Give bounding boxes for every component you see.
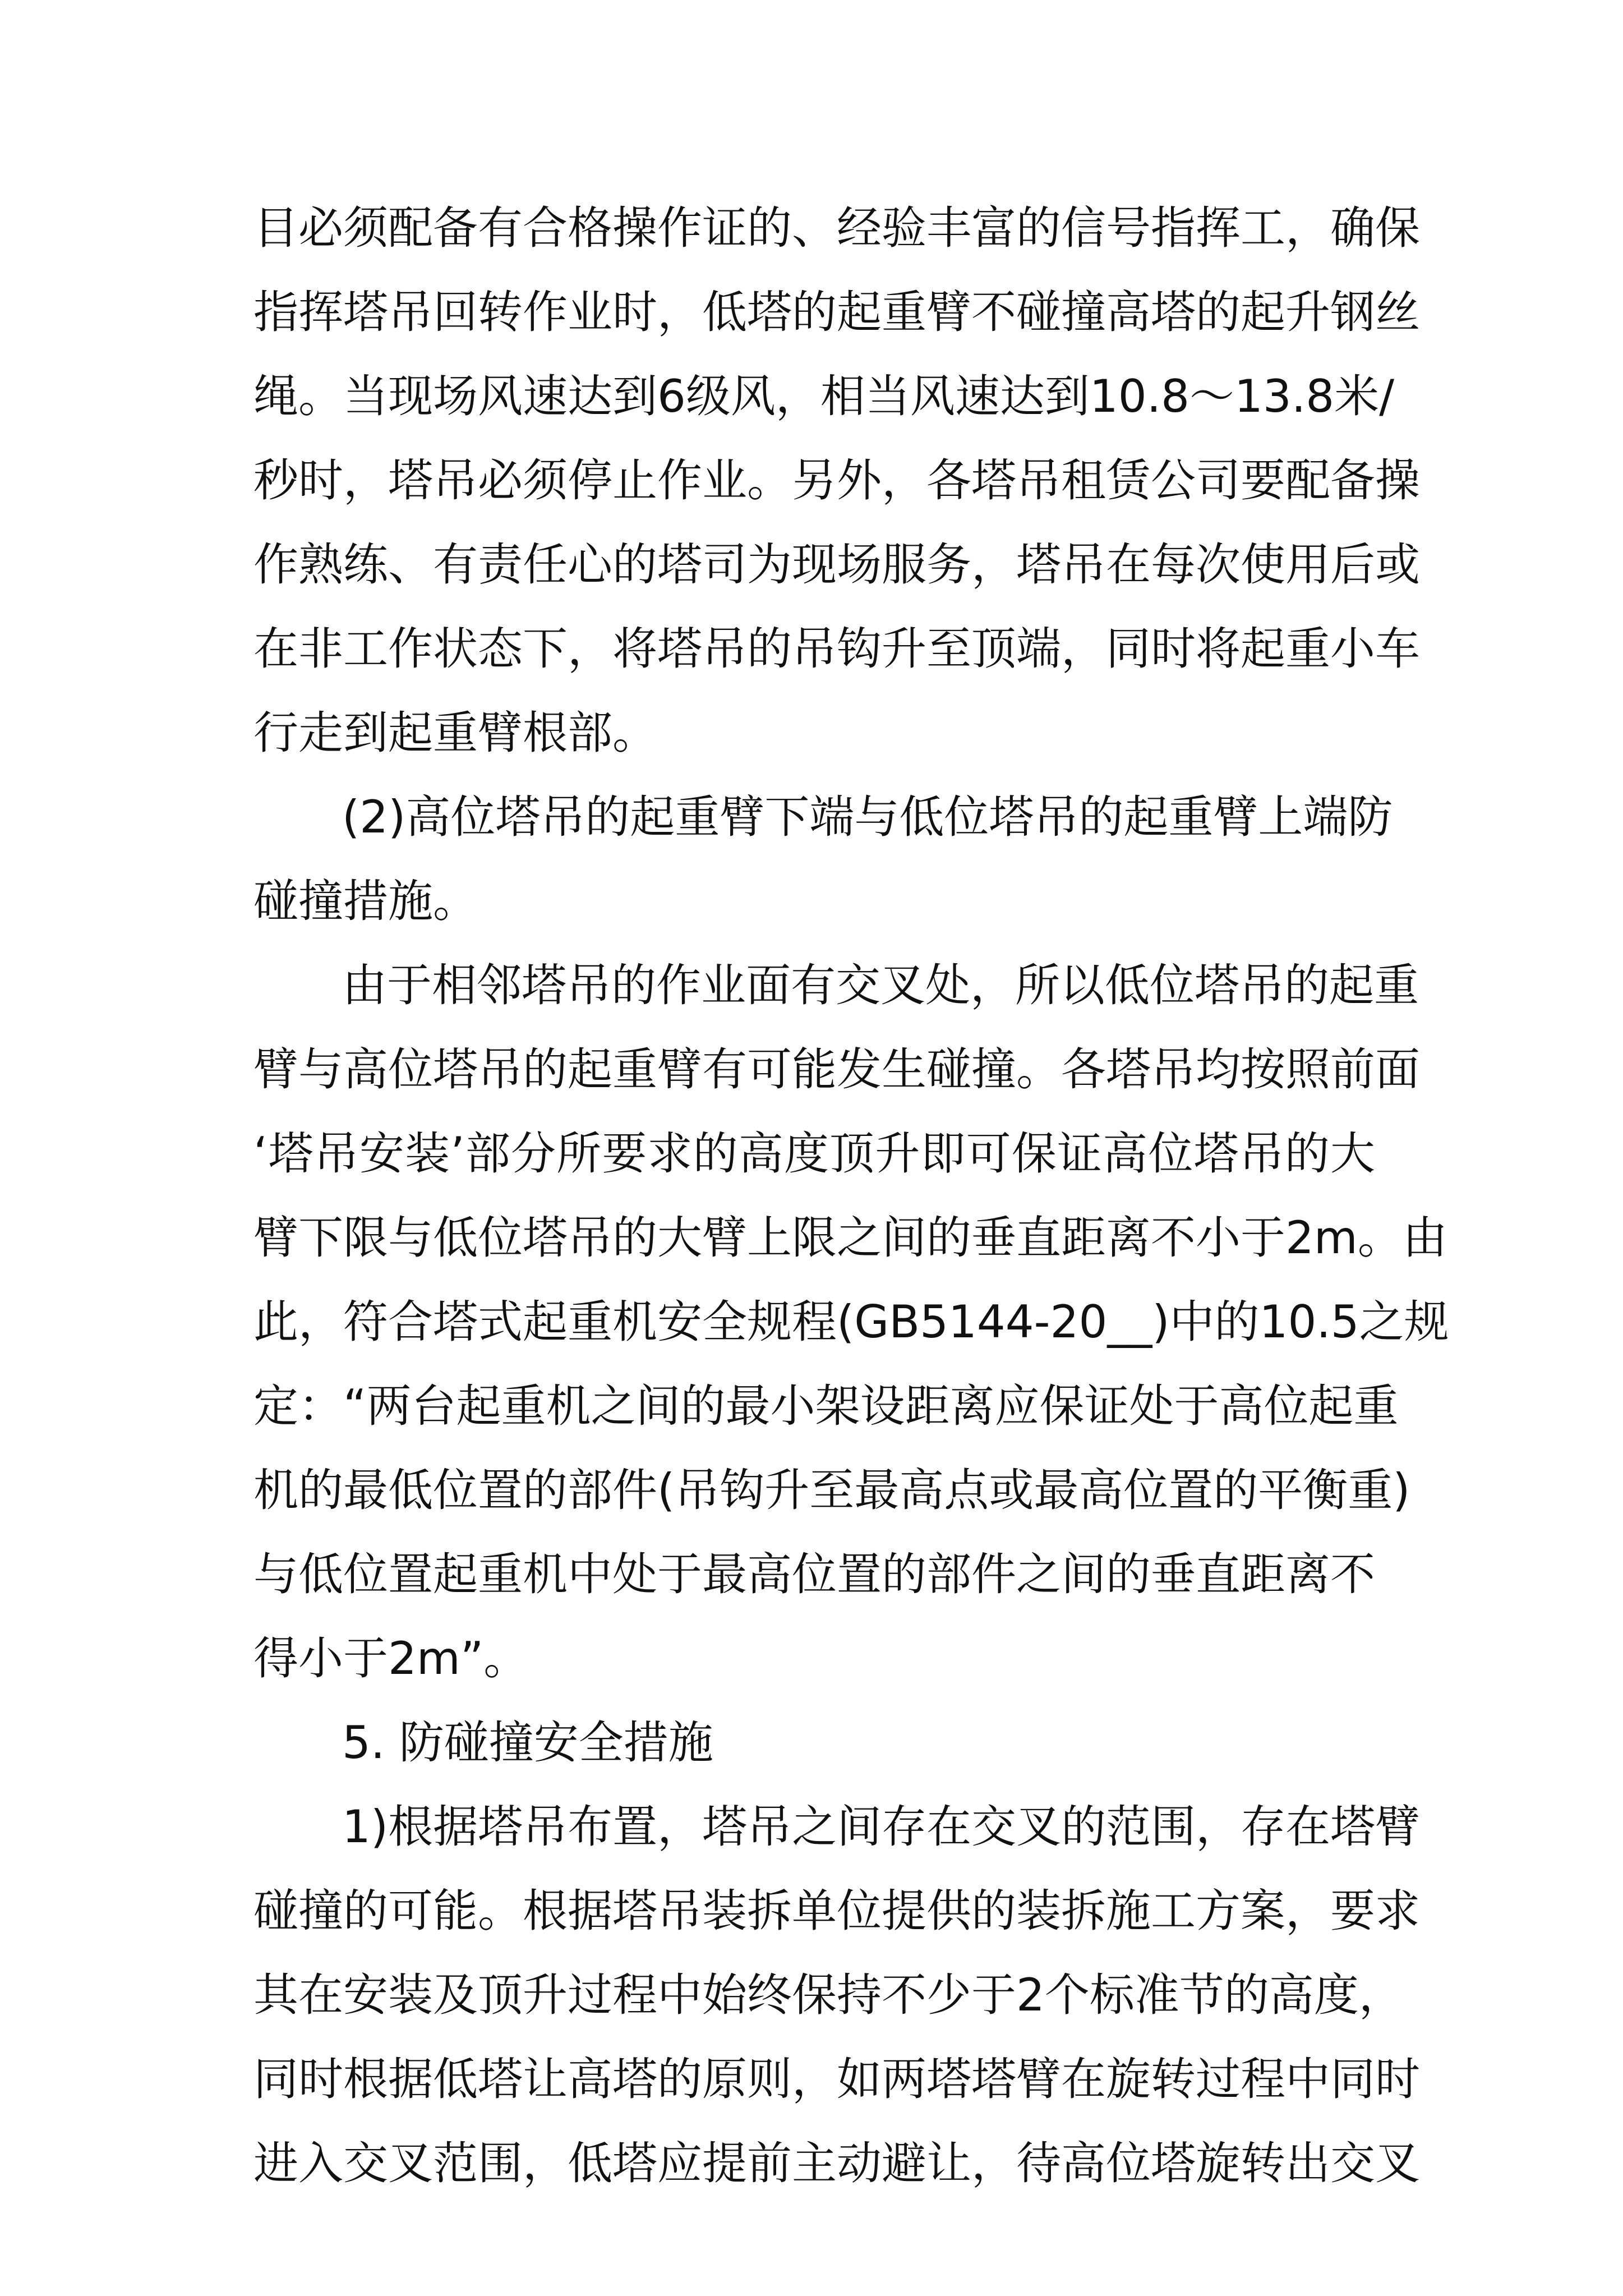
text-line: 绳。当现场风速达到6级风，相当风速达到10.8～13.8米/ — [253, 370, 1395, 422]
text-line: 进入交叉范围，低塔应提前主动避让，待高位塔旋转出交叉 — [253, 2137, 1420, 2189]
text-line: 同时根据低塔让高塔的原则，如两塔塔臂在旋转过程中同时 — [253, 2053, 1420, 2105]
text-line: 机的最低位置的部件(吊钩升至最高点或最高位置的平衡重) — [253, 1464, 1410, 1516]
text-line: 碰撞的可能。根据塔吊装拆单位提供的装拆施工方案，要求 — [253, 1885, 1420, 1937]
text-line: 由于相邻塔吊的作业面有交叉处，所以低位塔吊的起重 — [342, 959, 1419, 1011]
section-heading: 5. 防碰撞安全措施 — [342, 1717, 713, 1769]
text-line: 指挥塔吊回转作业时，低塔的起重臂不碰撞高塔的起升钢丝 — [253, 286, 1420, 338]
text-line: ‘塔吊安装’部分所要求的高度顶升即可保证高位塔吊的大 — [253, 1128, 1375, 1180]
text-line: 在非工作状态下，将塔吊的吊钩升至顶端，同时将起重小车 — [253, 623, 1420, 675]
text-line: 臂下限与低位塔吊的大臂上限之间的垂直距离不小于2m。由 — [253, 1212, 1447, 1264]
text-line: 1)根据塔吊布置，塔吊之间存在交叉的范围，存在塔臂 — [342, 1801, 1421, 1853]
text-line: 臂与高位塔吊的起重臂有可能发生碰撞。各塔吊均按照前面 — [253, 1043, 1420, 1096]
subsection-heading: (2)高位塔吊的起重臂下端与低位塔吊的起重臂上端防 — [342, 791, 1393, 843]
text-line: 作熟练、有责任心的塔司为现场服务，塔吊在每次使用后或 — [253, 539, 1420, 591]
text-line: 定：“两台起重机之间的最小架设距离应保证处于高位起重 — [253, 1380, 1399, 1432]
text-line: 此，符合塔式起重机安全规程(GB5144-20__)中的10.5之规 — [253, 1296, 1449, 1348]
text-line: 碰撞措施。 — [253, 875, 478, 927]
text-line: 其在安装及顶升过程中始终保持不少于2个标准节的高度， — [253, 1969, 1404, 2021]
text-line: 与低位置起重机中处于最高位置的部件之间的垂直距离不 — [253, 1548, 1375, 1600]
text-line: 行走到起重臂根部。 — [253, 707, 657, 759]
text-line: 得小于2m”。 — [253, 1632, 529, 1685]
text-line: 秒时，塔吊必须停止作业。另外，各塔吊租赁公司要配备操 — [253, 454, 1420, 507]
text-line: 目必须配备有合格操作证的、经验丰富的信号指挥工，确保 — [253, 202, 1420, 254]
